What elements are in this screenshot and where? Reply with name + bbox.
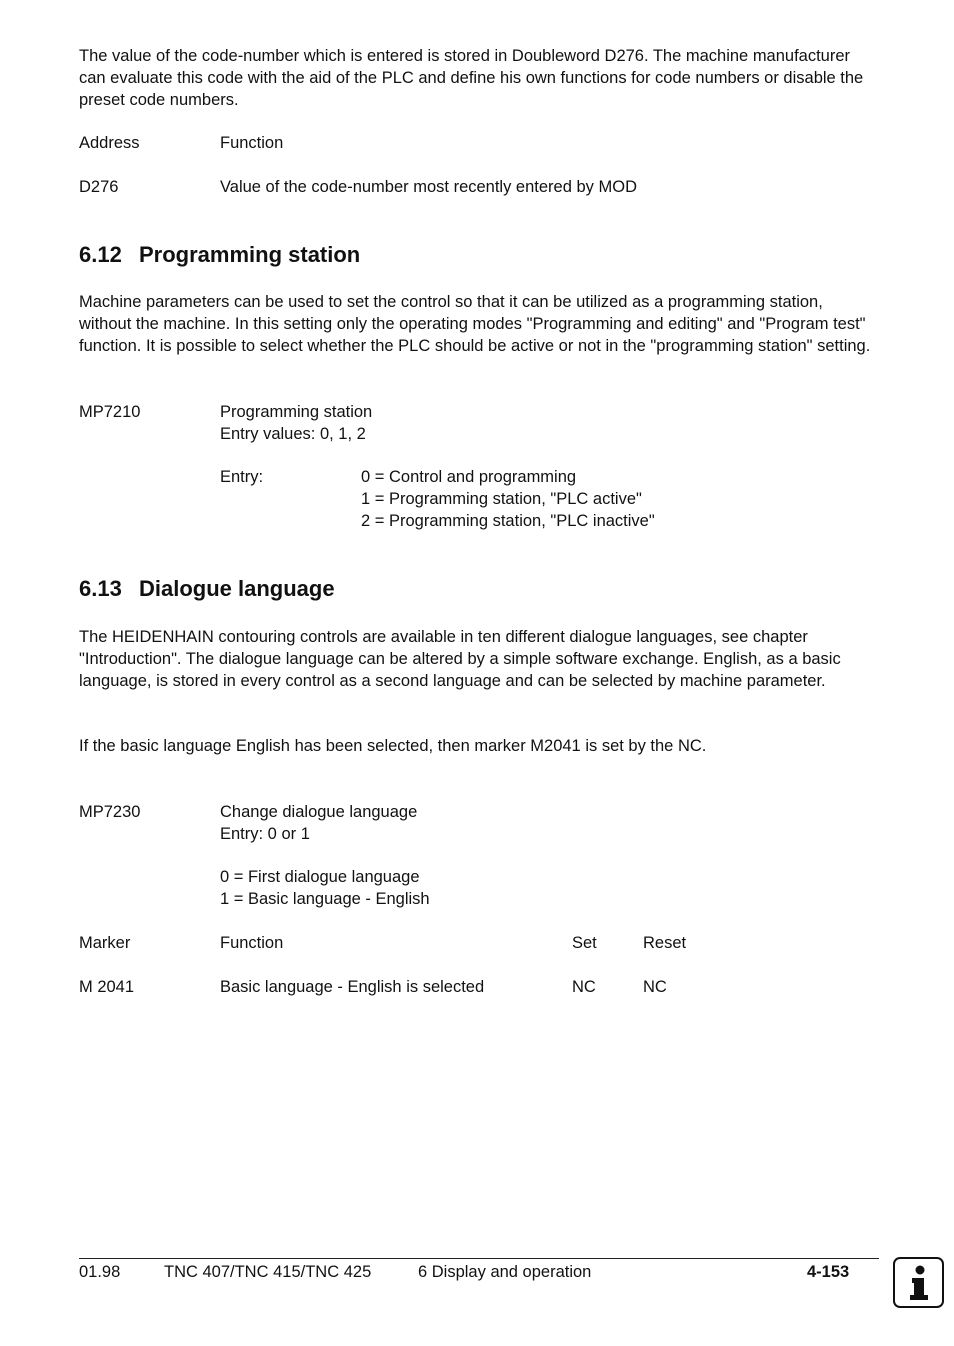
entry-label: Entry:: [220, 468, 264, 486]
intro-paragraph: The value of the code-number which is entered is stored in Doubleword D276. The machine manufacturer can evaluate this code with the aid of the PLC and define his own functions for code numbers or disable the preset code numbers.: [79, 47, 864, 109]
section-title: Programming station: [139, 242, 361, 267]
function-cell: Value of the code-number most recently entered by MOD: [220, 178, 637, 196]
entry-option: 2 = Programming station, "PLC inactive": [361, 512, 655, 530]
mp-values: Entry values: 0, 1, 2: [220, 425, 366, 443]
footer-chapter: 6 Display and operation: [418, 1263, 592, 1281]
marker-note-paragraph: If the basic language English has been selected, then marker M2041 is set by the NC.: [79, 737, 707, 755]
page-number: 4-153: [807, 1263, 850, 1281]
section-heading-dialogue-language: [79, 575, 335, 603]
set-cell: NC: [572, 978, 596, 996]
entry-option: 0 = First dialogue language: [220, 868, 420, 886]
section-title: Dialogue language: [139, 576, 335, 601]
address-header: Address: [79, 134, 140, 152]
function-cell: Basic language - English is selected: [220, 978, 485, 996]
footer-rule: [79, 1258, 879, 1259]
mp-values: Entry: 0 or 1: [220, 825, 310, 843]
programming-station-paragraph: Machine parameters can be used to set the control so that it can be utilized as a programming station, without the machine. In this setting only the operating modes "Programming and editing" and "Program test" function. It is possible to select whether the PLC should be active or not in the "programming station" setting.: [79, 293, 871, 355]
function-header: Function: [220, 934, 284, 952]
section-number: 6.13: [79, 576, 122, 601]
section-heading-programming-station: [79, 241, 360, 269]
reset-header: Reset: [643, 934, 687, 952]
mp-name: Change dialogue language: [220, 803, 418, 821]
info-icon: [893, 1257, 944, 1308]
entry-option: 1 = Programming station, "PLC active": [361, 490, 642, 508]
marker-header: Marker: [79, 934, 131, 952]
entry-option: 0 = Control and programming: [361, 468, 577, 486]
mp-code: MP7210: [79, 403, 141, 421]
section-number: 6.12: [79, 242, 122, 267]
footer-models: TNC 407/TNC 415/TNC 425: [164, 1263, 372, 1281]
dialogue-language-paragraph: The HEIDENHAIN contouring controls are available in ten different dialogue languages, see chapter "Introduction". The dialogue language can be altered by a simple software exchange. English, as a basic language, is stored in every control as a second language and can be selected by machine parameter.: [79, 628, 841, 690]
set-header: Set: [572, 934, 597, 952]
entry-option: 1 = Basic language - English: [220, 890, 430, 908]
function-header: Function: [220, 134, 284, 152]
mp-name: Programming station: [220, 403, 373, 421]
reset-cell: NC: [643, 978, 667, 996]
info-glyph: [895, 1259, 942, 1306]
address-cell: D276: [79, 178, 119, 196]
mp-code: MP7230: [79, 803, 141, 821]
footer-date: 01.98: [79, 1263, 121, 1281]
marker-cell: M 2041: [79, 978, 135, 996]
